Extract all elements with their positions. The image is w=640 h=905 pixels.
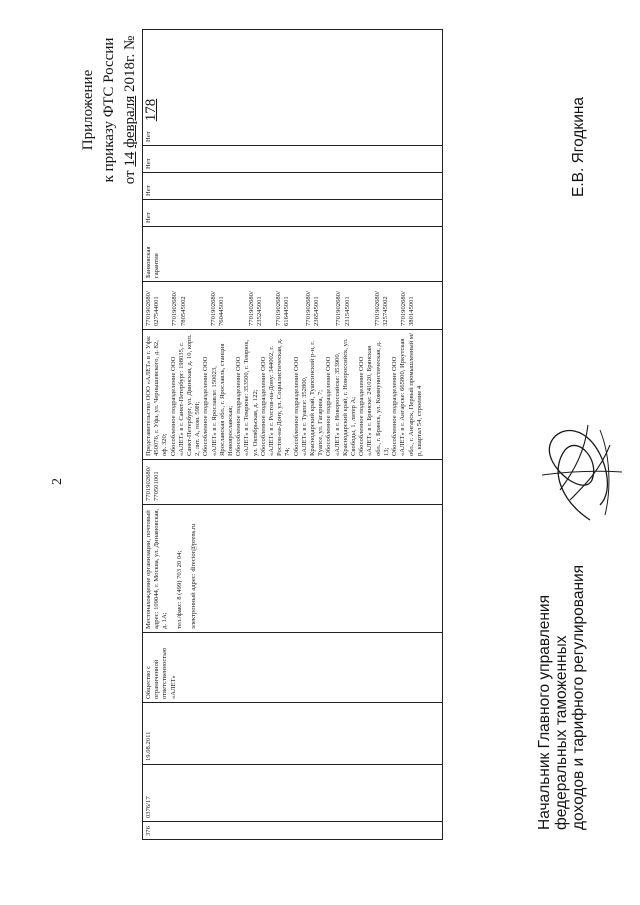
branches-inn-kpp: 7701902680/ 027544001 7701902680/ 780545002 7701902680/ 760445001 7701902680/ 235245001 7701902680/ 616445001 7701902680/ 236545001 7701902680/ 231545001 7701902680/ 325745002 7701902680/ 380145001: [143, 282, 443, 330]
branches-list: Представительство ООО «АЛЕТ» в г. Уфа: 450076, г. Уфа, ул. Чернышевского, д. 82, оф. 320; Обособленное подразделение ООО «АЛЕТ» в г. Санкт-Петербург: 198035, г. Санкт-Петербург, ул. Двинская, д. 10, корп. 2, лит. А, пом. 59Н; Обособленное подразделение ООО «АЛЕТ» в г. Ярославле: 150023, Ярославская обл., г. Ярославль, станция Новоярославская; Обособленное подразделение ООО «АЛЕТ» в г. Темрюке: 353500, г. Темрюк, ул. Октябрьская, д. 122; Обособленное подразделение ООО «АЛЕТ» в г. Ростов-на-Дону: 344002, г. Ростов-на-Дону, ул. Социалистическая, д. 74; Обособленное подразделение ООО «АЛЕТ» в г. Туапсе: 352800, Краснодарский край, Туапсинский р-н, г. Туапсе, ул. Гагарина, 7; Обособленное подразделение ООО «АЛЕТ» в г. Новороссийске: 353900, Краснодарский край, г. Новороссийск, ул. Свободы, 1, литер А; Обособленное подразделение ООО «АЛЕТ» в г. Брянске: 241020, Брянская обл., г. Брянск, ул. Коммунистическая, д. 13; Обособленное подразделение ООО «АЛЕТ» в г. Ангарске: 665800, Иркутская обл., г. Ангарск, Первый промышленный м/р, квартал 54, строение 4: [143, 330, 443, 460]
order-month: февраля: [122, 95, 138, 148]
column-b: Нет: [143, 173, 443, 200]
registration-date: 19.08.2011: [143, 703, 443, 765]
registration-number: 0376/17: [143, 765, 443, 822]
organization-address: Местонахождение организации, почтовый адрес: 109044, г. Москва, ул. Динамовская, д. 1А; тел./факс: 8 (499) 703 20 04; электронный адрес: director@prens.ru: [143, 505, 443, 633]
table-row: [143, 30, 443, 840]
order-year: 2018г.: [122, 53, 138, 93]
guarantee-type: Банковская гарантия: [143, 227, 443, 282]
appendix-title: Приложение: [80, 69, 96, 151]
row-number: 376: [143, 822, 443, 840]
column-d: Нет: [143, 30, 443, 146]
column-a: Нет: [143, 200, 443, 227]
appendix-order-date: от 14 февраля 2018г. № 178: [122, 35, 159, 185]
signatory-title: Начальник Главного управления федеральных таможенных доходов и тарифного регулирования: [536, 564, 587, 830]
organization-name: Общество с ограниченной ответственностью «АЛЕТ»: [143, 633, 443, 703]
registry-table: [142, 29, 443, 840]
page-number: 2: [50, 478, 65, 485]
handwritten-signature: [530, 410, 630, 530]
order-number: 178: [143, 98, 159, 122]
order-day: 14: [122, 151, 138, 167]
inn-kpp: 7701902680/ 770501001: [143, 460, 443, 505]
signatory-name: Е.В. Ягодкина: [570, 96, 587, 197]
column-c: Нет: [143, 146, 443, 173]
appendix-order-ref: к приказу ФТС России: [101, 37, 117, 183]
